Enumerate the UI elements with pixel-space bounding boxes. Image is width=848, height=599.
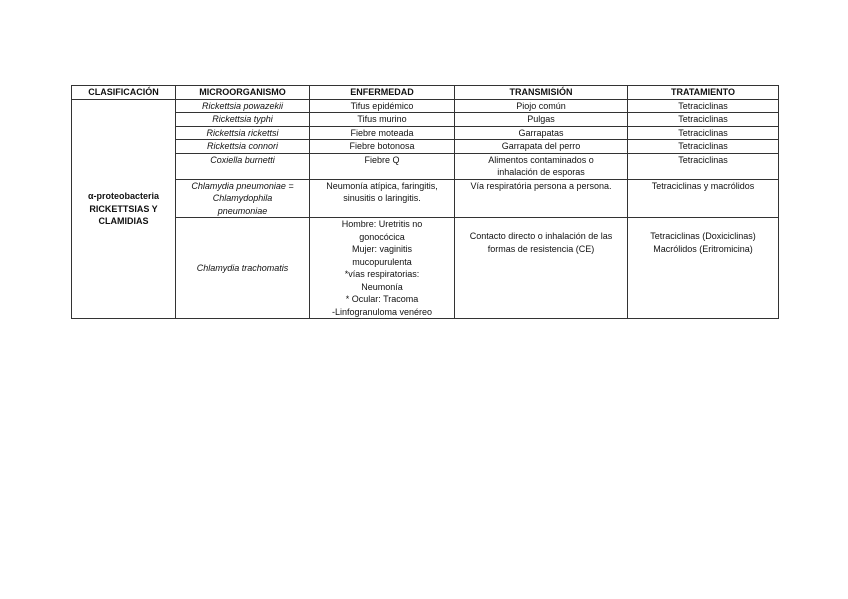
enfermedad-cell (310, 218, 455, 319)
transmision-line: inhalación de esporas (497, 167, 585, 177)
table-row (72, 179, 779, 218)
transmision-line: formas de resistencia (CE) (487, 243, 595, 254)
clasificacion-line: CLAMIDIAS (98, 216, 149, 226)
micro-cell: Rickettsia powazekii (176, 99, 310, 113)
table-header-row (72, 86, 779, 100)
table-row (72, 218, 779, 319)
micro-cell: Rickettsia connori (176, 140, 310, 154)
enfermedad-line: sinusitis o laringitis. (343, 193, 421, 203)
transmision-cell: Garrapata del perro (455, 140, 628, 154)
enfermedad-line: * Ocular: Tracoma (345, 294, 419, 304)
tratamiento-cell (628, 218, 779, 319)
tratamiento-cell: Tetraciclinas (628, 126, 779, 140)
clasificacion-cell (72, 99, 176, 319)
enfermedad-line: mucopurulenta (352, 256, 412, 267)
clasificacion-line: RICKETTSIAS Y (89, 203, 158, 214)
tratamiento-cell: Tetraciclinas (628, 113, 779, 127)
tratamiento-cell: Tetraciclinas y macrólidos (628, 179, 779, 218)
micro-line: Chlamydophila (212, 193, 273, 203)
enfermedad-line: Neumonía (361, 281, 403, 292)
enfermedad-cell (310, 179, 455, 218)
micro-cell: Coxiella burnetti (176, 153, 310, 179)
micro-cell: Chlamydia trachomatis (176, 218, 310, 319)
enfermedad-cell: Tifus epidémico (310, 99, 455, 113)
micro-line: Chlamydia pneumoniae = (191, 180, 294, 191)
micro-cell: Rickettsia typhi (176, 113, 310, 127)
clasificacion-line: α-proteobacteria (87, 191, 160, 201)
enfermedad-line: gonocócica (359, 231, 405, 242)
transmision-cell: Piojo común (455, 99, 628, 113)
table-row (72, 140, 779, 154)
header-microorganismo: MICROORGANISMO (176, 86, 310, 100)
enfermedad-cell: Fiebre Q (310, 153, 455, 179)
micro-cell: Rickettsia rickettsi (176, 126, 310, 140)
header-enfermedad: ENFERMEDAD (310, 86, 455, 100)
transmision-line: Contacto directo o inhalación de las (469, 231, 613, 241)
transmision-cell: Pulgas (455, 113, 628, 127)
enfermedad-line: Mujer: vaginitis (351, 244, 413, 254)
table-row (72, 99, 779, 113)
enfermedad-line: Hombre: Uretritis no (341, 219, 423, 229)
header-transmision: TRANSMISIÓN (455, 86, 628, 100)
tratamiento-cell: Tetraciclinas (628, 99, 779, 113)
tratamiento-line: Tetraciclinas (Doxiciclinas) (650, 231, 756, 241)
enfermedad-cell: Fiebre moteada (310, 126, 455, 140)
table-row (72, 126, 779, 140)
tratamiento-line: Macrólidos (Eritromicina) (653, 243, 753, 254)
tratamiento-cell: Tetraciclinas (628, 153, 779, 179)
header-tratamiento: TRATAMIENTO (628, 86, 779, 100)
micro-cell (176, 179, 310, 218)
enfermedad-line: *vías respiratorias: (344, 269, 420, 279)
micro-line: pneumoniae (217, 205, 268, 216)
transmision-line: Alimentos contaminados o (488, 154, 594, 165)
document-page (71, 85, 778, 319)
transmision-cell: Vía respiratória persona a persona. (455, 179, 628, 218)
tratamiento-cell: Tetraciclinas (628, 140, 779, 154)
transmision-cell (455, 153, 628, 179)
table-row (72, 153, 779, 179)
classification-table (71, 85, 779, 319)
table-row (72, 113, 779, 127)
transmision-cell: Garrapatas (455, 126, 628, 140)
header-clasificacion: CLASIFICACIÓN (72, 86, 176, 100)
transmision-cell (455, 218, 628, 319)
enfermedad-line: -Linfogranuloma venéreo (331, 306, 433, 317)
enfermedad-cell: Tifus murino (310, 113, 455, 127)
enfermedad-cell: Fiebre botonosa (310, 140, 455, 154)
enfermedad-line: Neumonía atípica, faringitis, (326, 180, 438, 191)
